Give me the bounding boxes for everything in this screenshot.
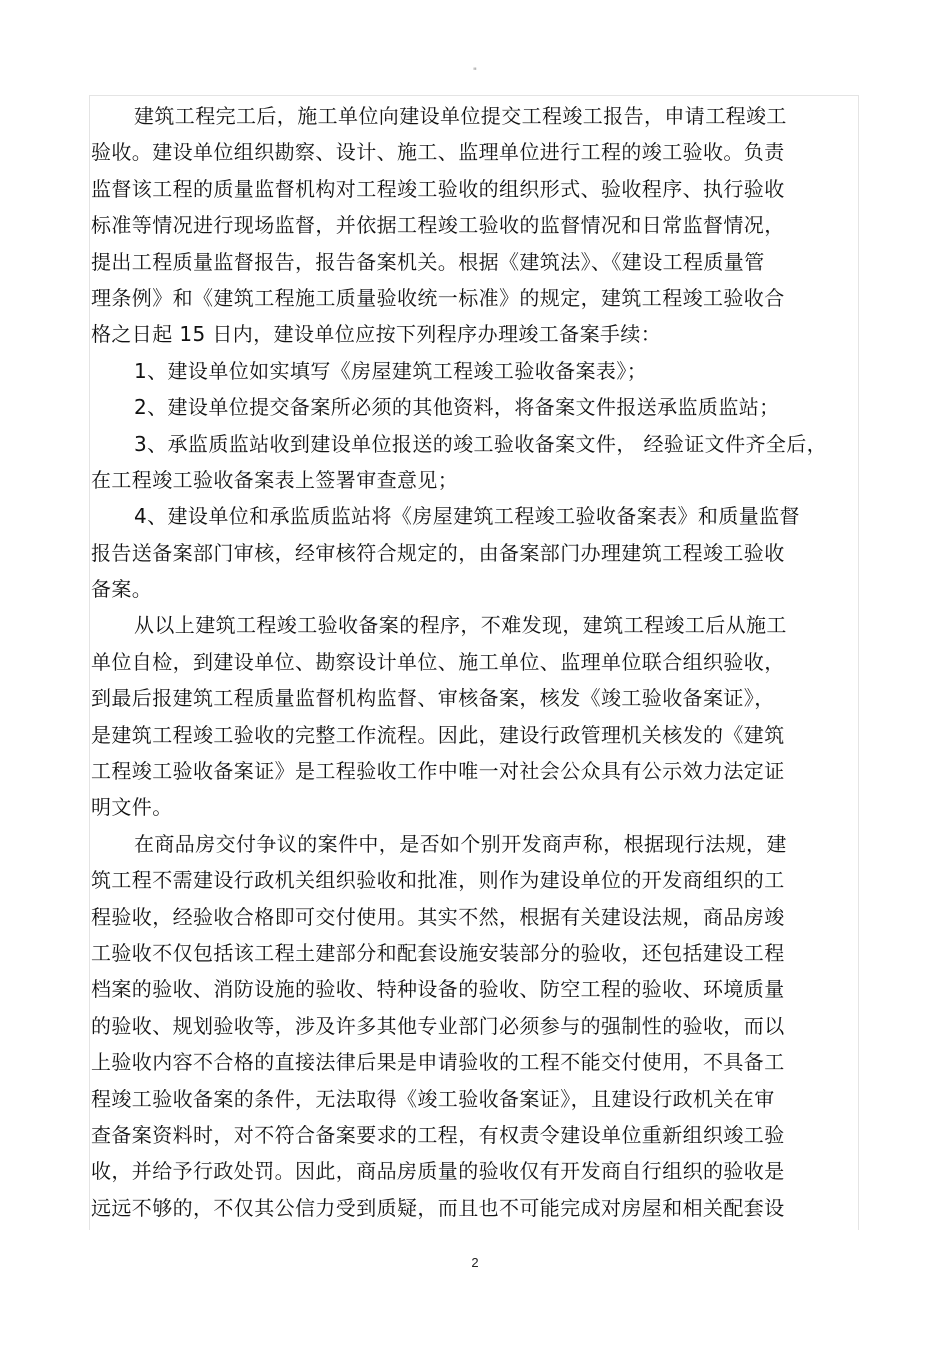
paragraph-line: 远远不够的，不仅其公信力受到质疑，而且也不可能完成对房屋和相关配套设: [91, 1195, 785, 1220]
paragraph-line: 提出工程质量监督报告，报告备案机关。根据《建筑法》、《建设工程质量管: [91, 249, 765, 274]
paragraph-line: 的验收、规划验收等，涉及许多其他专业部门必须参与的强制性的验收，而以: [91, 1013, 785, 1038]
list-item-line: 在工程竣工验收备案表上签署审查意见；: [91, 467, 459, 492]
paragraph-line: 明文件。: [91, 795, 173, 820]
paragraph-line: 单位自检，到建设单位、勘察设计单位、施工单位、监理单位联合组织验收，: [91, 649, 785, 674]
paragraph-line: 从以上建筑工程竣工验收备案的程序，不难发现，建筑工程竣工后从施工: [134, 613, 787, 638]
paragraph-line: 验收。建设单位组织勘察、设计、施工、监理单位进行工程的竣工验收。负责: [91, 140, 785, 165]
list-item-line: 备案。: [91, 577, 153, 602]
paragraph-line: 筑工程不需建设行政机关组织验收和批准，则作为建设单位的开发商组织的工: [91, 868, 785, 893]
document-body: [91, 98, 851, 1226]
paragraph-line: 格之日起 15 日内，建设单位应按下列程序办理竣工备案手续：: [91, 322, 662, 347]
paragraph-line: 监督该工程的质量监督机构对工程竣工验收的组织形式、验收程序、执行验收: [91, 176, 785, 201]
paragraph-line: 标准等情况进行现场监督，并依据工程竣工验收的监督情况和日常监督情况，: [91, 213, 785, 238]
paragraph-line: 理条例》和《建筑工程施工质量验收统一标准》的规定，建筑工程竣工验收合: [91, 285, 785, 310]
list-item-line: 报告送备案部门审核，经审核符合规定的，由备案部门办理建筑工程竣工验收: [91, 540, 785, 565]
paragraph-line: 查备案资料时，对不符合备案要求的工程，有权责令建设单位重新组织竣工验: [91, 1122, 785, 1147]
paragraph-line: 程验收，经验收合格即可交付使用。其实不然，根据有关建设法规，商品房竣: [91, 904, 785, 929]
paragraph-line: 在商品房交付争议的案件中，是否如个别开发商声称，根据现行法规，建: [134, 831, 787, 856]
paragraph-line: 建筑工程完工后，施工单位向建设单位提交工程竣工报告，申请工程竣工: [134, 104, 787, 128]
list-item-line: 4、建设单位和承监质监站将《房屋建筑工程竣工验收备案表》和质量监督: [134, 504, 800, 529]
page-number: 2: [471, 1255, 479, 1270]
paragraph-line: 工验收不仅包括该工程土建部分和配套设施安装部分的验收，还包括建设工程: [91, 940, 785, 965]
list-item-line: 2、建设单位提交备案所必须的其他资料，将备案文件报送承监质监站；: [134, 395, 780, 420]
paragraph-line: 档案的验收、消防设施的验收、特种设备的验收、防空工程的验收、环境质量: [91, 977, 785, 1002]
paragraph-line: 上验收内容不合格的直接法律后果是申请验收的工程不能交付使用，不具备工: [91, 1050, 785, 1075]
list-item-line: 1、建设单位如实填写《房屋建筑工程竣工验收备案表》；: [134, 358, 648, 383]
list-item-line: 3、承监质监站收到建设单位报送的竣工验收备案文件， 经验证文件齐全后，: [134, 431, 828, 456]
paragraph-line: 是建筑工程竣工验收的完整工作流程。因此，建设行政管理机关核发的《建筑: [91, 722, 785, 747]
paragraph-line: 到最后报建筑工程质量监督机构监督、审核备案，核发《竣工验收备案证》，: [91, 686, 775, 711]
paragraph-line: 程竣工验收备案的条件，无法取得《竣工验收备案证》，且建设行政机关在审: [91, 1086, 775, 1111]
paragraph-line: 工程竣工验收备案证》是工程验收工作中唯一对社会公众具有公示效力法定证: [91, 759, 785, 784]
header-mark: ": [472, 67, 478, 77]
paragraph-line: 收，并给予行政处罚。因此，商品房质量的验收仅有开发商自行组织的验收是: [91, 1159, 785, 1184]
